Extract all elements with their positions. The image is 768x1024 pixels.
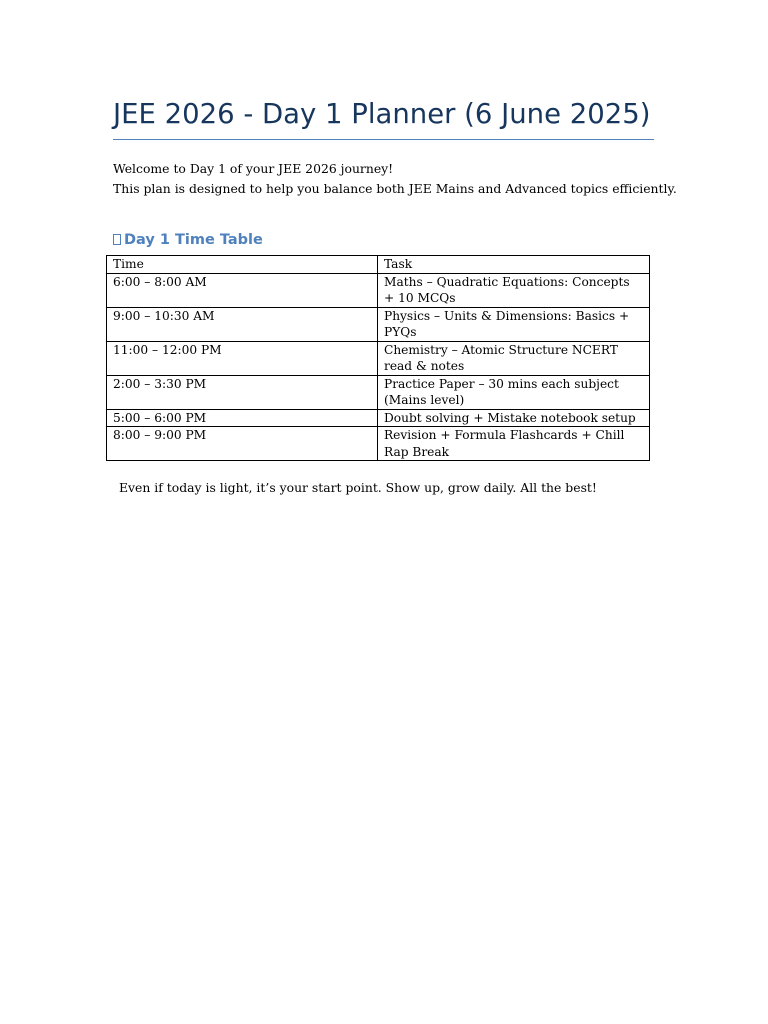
- table-row: [107, 341, 650, 375]
- task-cell: Doubt solving + Mistake notebook setup: [378, 409, 650, 427]
- closing-message: Even if today is light, it’s your start point. Show up, grow daily. All the best!: [119, 480, 597, 495]
- section-heading-text: Day 1 Time Table: [124, 232, 263, 248]
- intro-line: This plan is designed to help you balance both JEE Mains and Advanced topics efficiently.: [113, 180, 677, 196]
- task-cell: Practice Paper – 30 mins each subject (Mains level): [378, 375, 650, 409]
- time-cell: 2:00 – 3:30 PM: [107, 375, 378, 409]
- time-cell: 11:00 – 12:00 PM: [107, 341, 378, 375]
- missing-glyph-icon: [113, 234, 121, 245]
- intro-paragraph: [113, 159, 677, 198]
- title-divider: [113, 139, 654, 140]
- table-row: [107, 427, 650, 461]
- task-cell: Physics – Units & Dimensions: Basics + PYQs: [378, 307, 650, 341]
- table-row: [107, 273, 650, 307]
- intro-line: Welcome to Day 1 of your JEE 2026 journey!: [113, 161, 394, 176]
- task-cell: Maths – Quadratic Equations: Concepts + 10 MCQs: [378, 273, 650, 307]
- table-row: [107, 409, 650, 427]
- time-cell: 5:00 – 6:00 PM: [107, 409, 378, 427]
- time-table: [106, 255, 650, 461]
- page-title: JEE 2026 - Day 1 Planner (6 June 2025): [113, 98, 651, 130]
- section-heading: [113, 229, 263, 251]
- task-cell: Revision + Formula Flashcards + Chill Rap Break: [378, 427, 650, 461]
- time-cell: 8:00 – 9:00 PM: [107, 427, 378, 461]
- column-header-task: Task: [378, 256, 650, 274]
- time-cell: 9:00 – 10:30 AM: [107, 307, 378, 341]
- table-row: [107, 375, 650, 409]
- table-row: [107, 307, 650, 341]
- column-header-time: Time: [107, 256, 378, 274]
- task-cell: Chemistry – Atomic Structure NCERT read & notes: [378, 341, 650, 375]
- table-header-row: [107, 256, 650, 274]
- time-cell: 6:00 – 8:00 AM: [107, 273, 378, 307]
